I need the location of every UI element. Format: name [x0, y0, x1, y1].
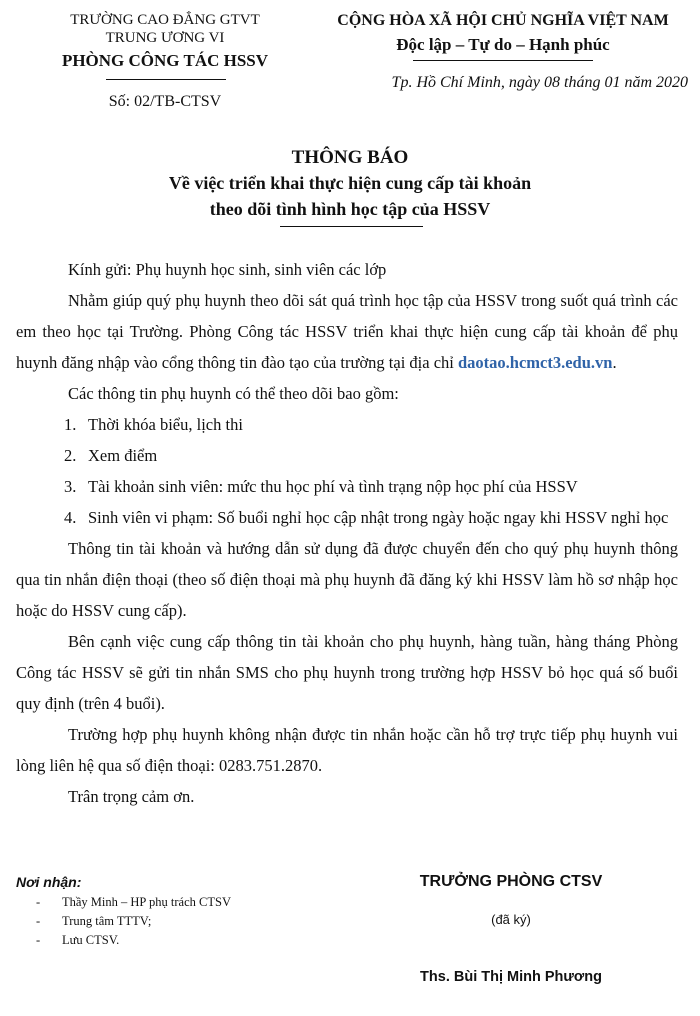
signature-title: TRƯỞNG PHÒNG CTSV	[419, 873, 603, 890]
list-item-number: 1.	[64, 415, 77, 434]
notice-subject-line-2: theo dõi tình hình học tập của HSSV	[209, 199, 491, 219]
paragraph-sms: Bên cạnh việc cung cấp thông tin tài khoản cho phụ huynh, hàng tuần, hàng tháng Phòng Công tác HSSV sẽ gửi tin nhắn SMS cho phụ huynh trong trường hợp HSSV bỏ học quá số buổi quy định (trên 4 buổi).	[16, 632, 678, 713]
org-line-2: TRUNG ƯƠNG VI	[105, 30, 225, 46]
national-motto: Độc lập – Tự do – Hạnh phúc	[396, 35, 610, 54]
list-item-text: Xem điểm	[88, 446, 158, 465]
recipient-text: Thầy Minh – HP phụ trách CTSV	[62, 895, 231, 909]
recipient-dash: -	[36, 914, 41, 928]
info-list	[16, 409, 678, 533]
closing: Trân trọng cảm ơn.	[68, 787, 195, 806]
national-title: CỘNG HÒA XÃ HỘI CHỦ NGHĨA VIỆT NAM	[337, 12, 669, 29]
paragraph-intro-end: .	[612, 353, 617, 372]
list-item	[16, 409, 678, 440]
recipient-dash: -	[36, 895, 41, 909]
list-item	[16, 502, 678, 533]
list-item-text: Sinh viên vi phạm: Số buổi nghỉ học cập nhật trong ngày hoặc ngay khi HSSV nghỉ học	[88, 508, 669, 527]
list-item-text: Thời khóa biểu, lịch thi	[88, 415, 243, 434]
recipient-item	[36, 912, 231, 931]
portal-link[interactable]: daotao.hcmct3.edu.vn	[457, 353, 613, 372]
list-item	[16, 471, 678, 502]
paragraph-account-info: Thông tin tài khoản và hướng dẫn sử dụng đã được chuyển đến cho quý phụ huynh thông qua tin nhắn điện thoại (theo số điện thoại mà phụ huynh đã đăng ký khi HSSV làm hồ sơ nhập học hoặc do HSSV cung cấp).	[16, 539, 678, 620]
org-underline	[106, 79, 226, 80]
list-item	[16, 440, 678, 471]
notice-title: THÔNG BÁO	[291, 147, 409, 168]
greeting: Kính gửi: Phụ huynh học sinh, sinh viên các lớp	[68, 260, 387, 279]
paragraph-intro-text: Nhằm giúp quý phụ huynh theo dõi sát quá trình học tập của HSSV trong suốt quá trình các em theo học tại Trường. Phòng Công tác HSSV triển khai thực hiện cung cấp tài khoản để phụ huynh đăng nhập vào cổng thông tin đào tạo của trường tại địa chỉ	[16, 291, 678, 372]
list-item-text: Tài khoản sinh viên: mức thu học phí và tình trạng nộp học phí của HSSV	[88, 477, 578, 496]
recipient-dash: -	[36, 933, 41, 947]
notice-subject-line-1: Về việc triển khai thực hiện cung cấp tài khoản	[168, 173, 532, 193]
list-intro: Các thông tin phụ huynh có thể theo dõi bao gồm:	[68, 384, 399, 403]
recipient-item	[36, 893, 231, 912]
org-line-1: TRƯỜNG CAO ĐẲNG GTVT	[70, 12, 260, 28]
recipient-text: Trung tâm TTTV;	[62, 914, 152, 928]
signature-note: (đã ký)	[491, 912, 531, 927]
motto-underline	[413, 60, 593, 61]
document-number: Số: 02/TB-CTSV	[108, 93, 222, 110]
list-item-number: 2.	[64, 446, 77, 465]
paragraph-intro	[16, 285, 678, 378]
signer-name: Ths. Bùi Thị Minh Phương	[420, 969, 602, 985]
title-underline	[280, 226, 423, 227]
org-department: PHÒNG CÔNG TÁC HSSV	[61, 51, 269, 70]
recipients-heading: Nơi nhận:	[16, 874, 82, 890]
recipient-text: Lưu CTSV.	[62, 933, 120, 947]
notice-body	[16, 254, 678, 812]
recipient-item	[36, 931, 231, 950]
recipients-list	[36, 893, 231, 950]
paragraph-contact: Trường hợp phụ huynh không nhận được tin nhắn hoặc cần hỗ trợ trực tiếp phụ huynh vui lòng liên hệ qua số điện thoại: 0283.751.2870.	[16, 725, 678, 775]
list-item-number: 3.	[64, 477, 77, 496]
list-item-number: 4.	[64, 508, 77, 527]
date-line: Tp. Hồ Chí Minh, ngày 08 tháng 01 năm 2020	[391, 74, 688, 91]
